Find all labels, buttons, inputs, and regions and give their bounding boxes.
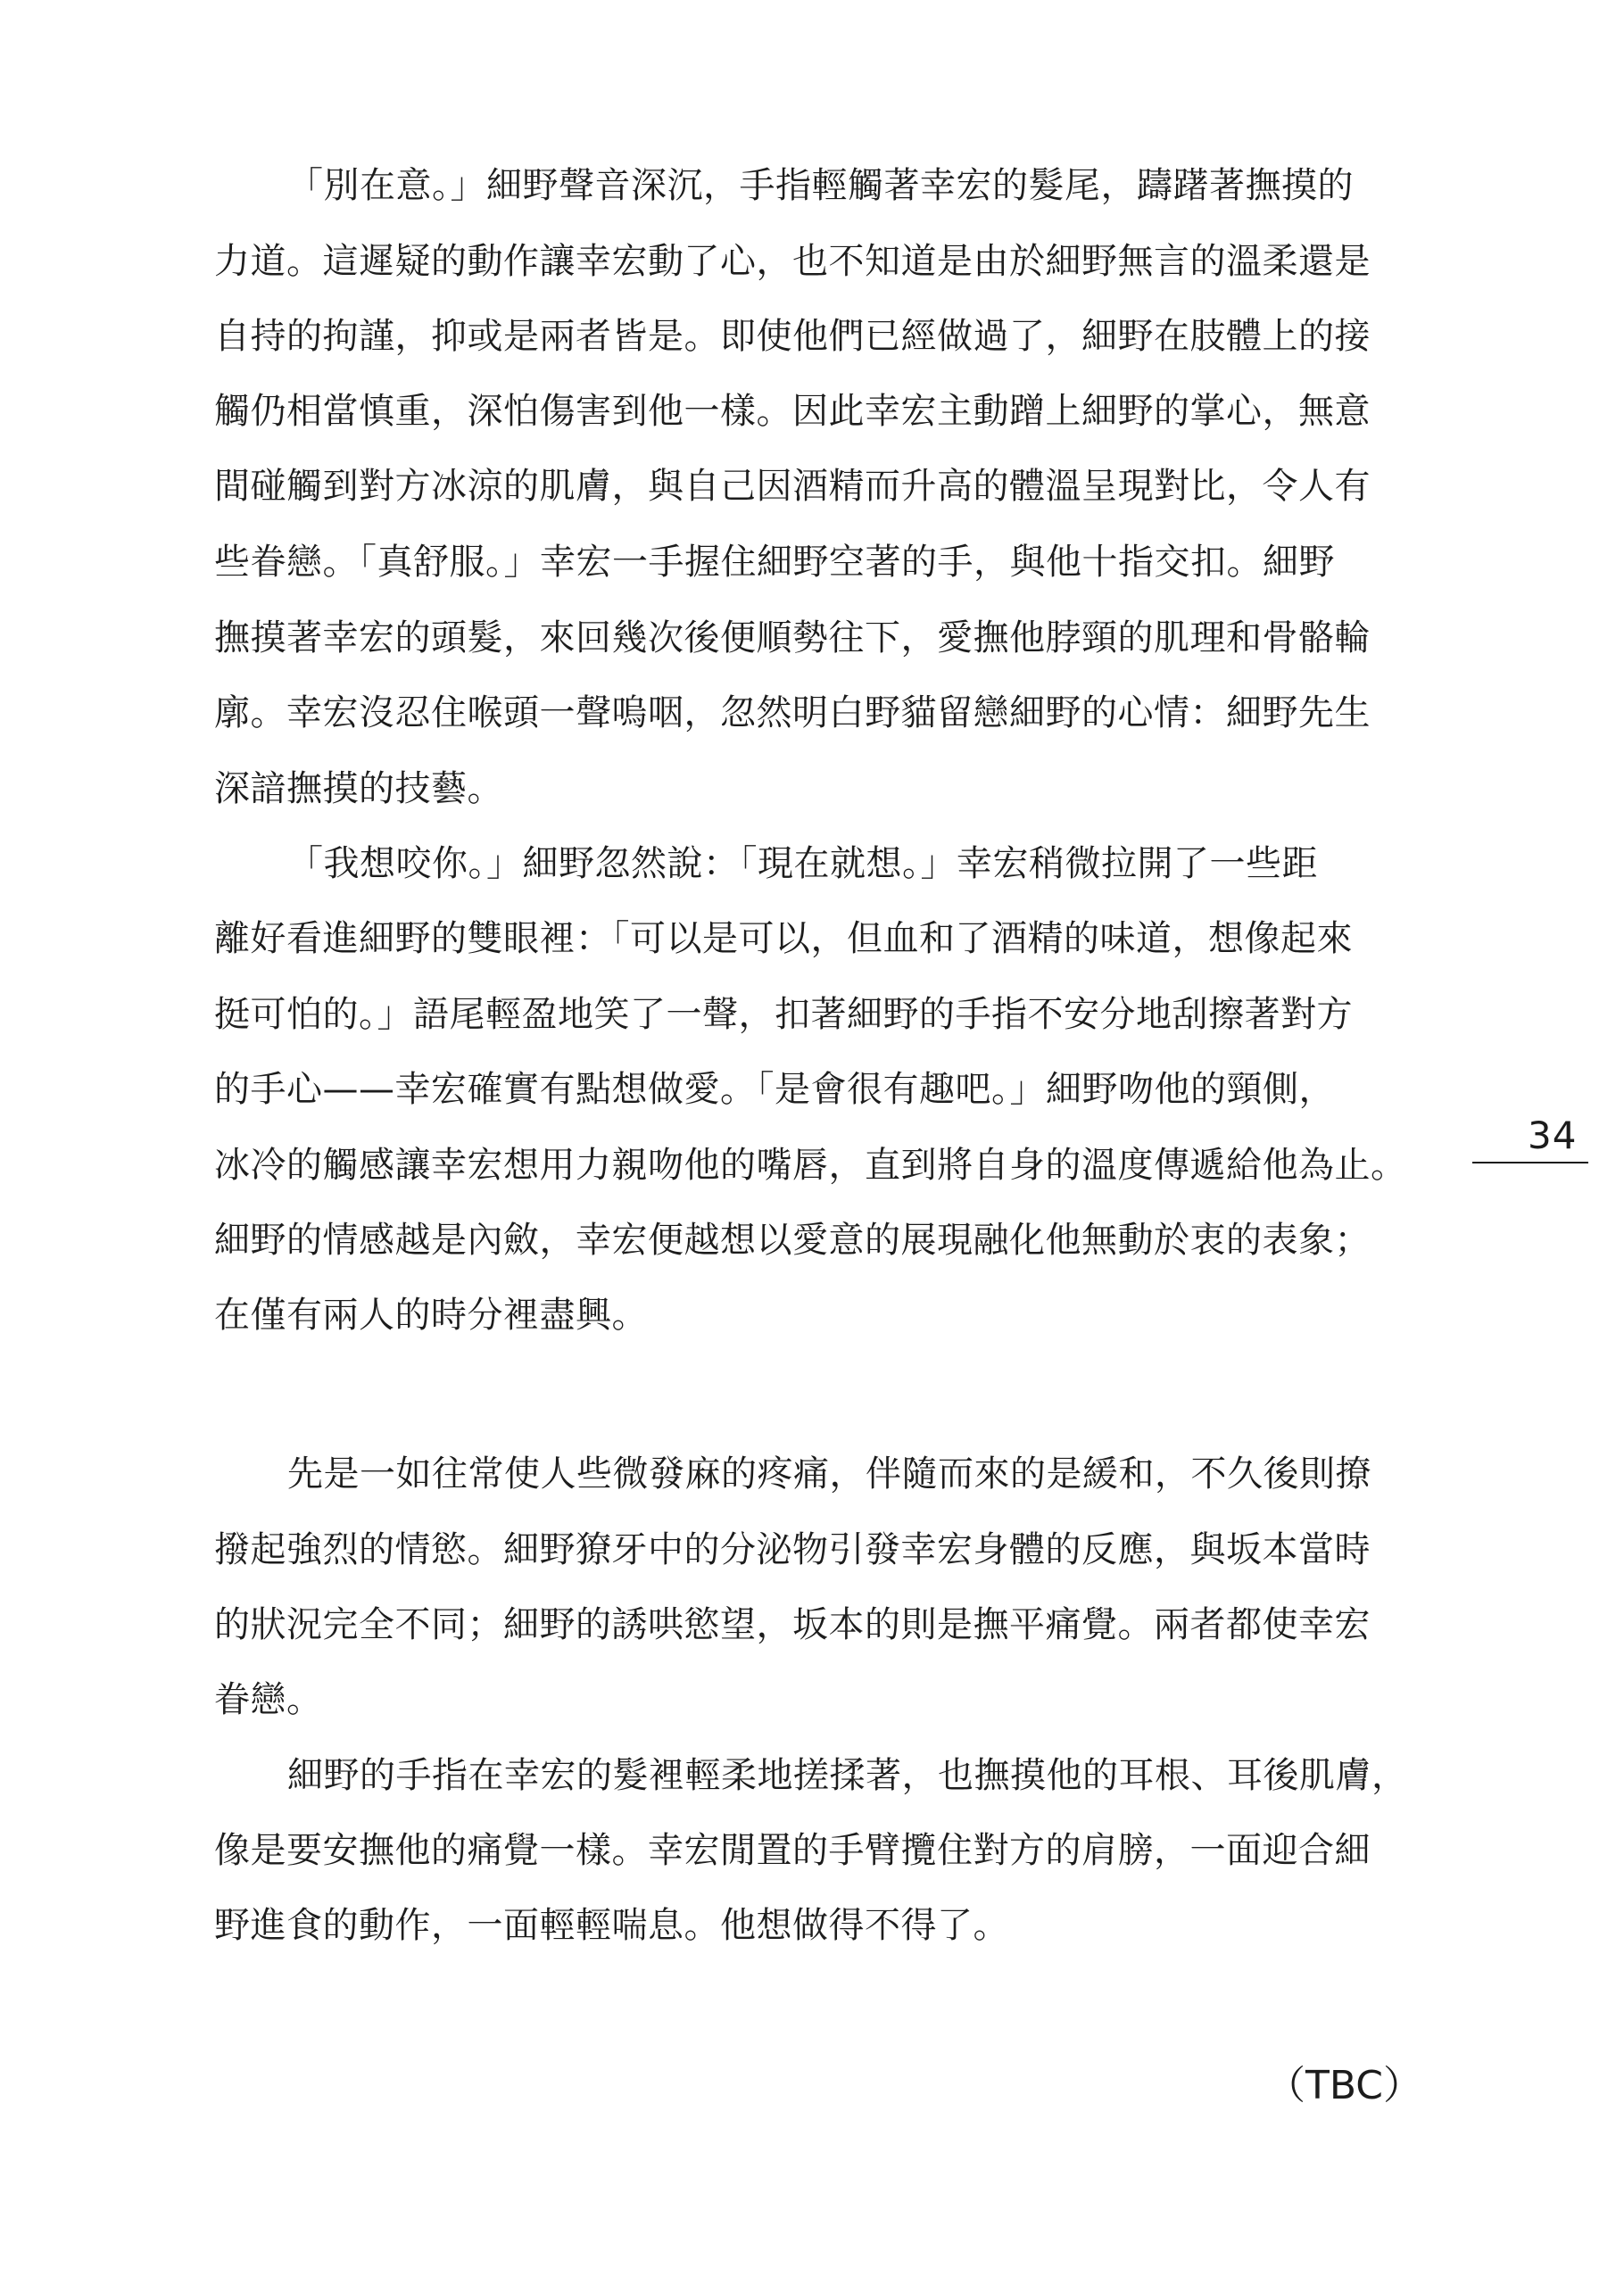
text-line: 間碰觸到對方冰涼的肌膚，與自己因酒精而升高的體溫呈現對比，令人有 bbox=[214, 466, 1371, 507]
text-line: 「別在意。」細野聲音深沉，手指輕觸著幸宏的髮尾，躊躇著撫摸的 bbox=[287, 165, 1354, 206]
text-line: 像是要安撫他的痛覺一樣。幸宏閒置的手臂攬住對方的肩膀，一面迎合細 bbox=[214, 1830, 1371, 1871]
text-line: 撥起強烈的情慾。細野獠牙中的分泌物引發幸宏身體的反應，與坂本當時 bbox=[214, 1529, 1371, 1570]
page-number-rule bbox=[1472, 1162, 1588, 1163]
text-line: 深諳撫摸的技藝。 bbox=[214, 768, 503, 809]
text-line: 力道。這遲疑的動作讓幸宏動了心，也不知道是由於細野無言的溫柔還是 bbox=[214, 241, 1371, 282]
text-line: 挺可怕的。」語尾輕盈地笑了一聲，扣著細野的手指不安分地刮擦著對方 bbox=[214, 994, 1353, 1035]
text-line: 廓。幸宏沒忍住喉頭一聲嗚咽，忽然明白野貓留戀細野的心情：細野先生 bbox=[214, 692, 1371, 733]
text-line: 觸仍相當慎重，深怕傷害到他一樣。因此幸宏主動蹭上細野的掌心，無意 bbox=[214, 391, 1371, 432]
page-number: 34 bbox=[1528, 1114, 1578, 1157]
text-line: 在僅有兩人的時分裡盡興。 bbox=[214, 1295, 648, 1336]
text-line: 些眷戀。「真舒服。」幸宏一手握住細野空著的手，與他十指交扣。細野 bbox=[214, 542, 1335, 583]
text-line: 眷戀。 bbox=[214, 1679, 323, 1720]
text-line: 「我想咬你。」細野忽然說：「現在就想。」幸宏稍微拉開了一些距 bbox=[287, 843, 1318, 884]
text-line: 細野的情感越是內斂，幸宏便越想以愛意的展現融化他無動於衷的表象； bbox=[214, 1220, 1371, 1261]
text-line: 冰冷的觸感讓幸宏想用力親吻他的嘴唇，直到將自身的溫度傳遞給他為止。 bbox=[214, 1145, 1407, 1186]
text-line: 的手心——幸宏確實有點想做愛。「是會很有趣吧。」細野吻他的頸側， bbox=[214, 1069, 1335, 1110]
text-line: 細野的手指在幸宏的髮裡輕柔地搓揉著，也撫摸他的耳根、耳後肌膚， bbox=[287, 1755, 1408, 1796]
text-line: 先是一如往常使人些微發麻的疼痛，伴隨而來的是緩和，不久後則撩 bbox=[287, 1453, 1371, 1495]
text-line: 自持的拘謹，抑或是兩者皆是。即使他們已經做過了，細野在肢體上的接 bbox=[214, 316, 1371, 357]
text-line: 離好看進細野的雙眼裡：「可以是可以，但血和了酒精的味道，想像起來 bbox=[214, 918, 1353, 959]
text-line: 野進食的動作，一面輕輕喘息。他想做得不得了。 bbox=[214, 1905, 1009, 1946]
text-line: 撫摸著幸宏的頭髮，來回幾次後便順勢往下，愛撫他脖頸的肌理和骨骼輪 bbox=[214, 617, 1371, 658]
to-be-continued-note: （TBC） bbox=[1265, 2063, 1422, 2108]
text-line: 的狀況完全不同；細野的誘哄慾望，坂本的則是撫平痛覺。兩者都使幸宏 bbox=[214, 1604, 1371, 1645]
